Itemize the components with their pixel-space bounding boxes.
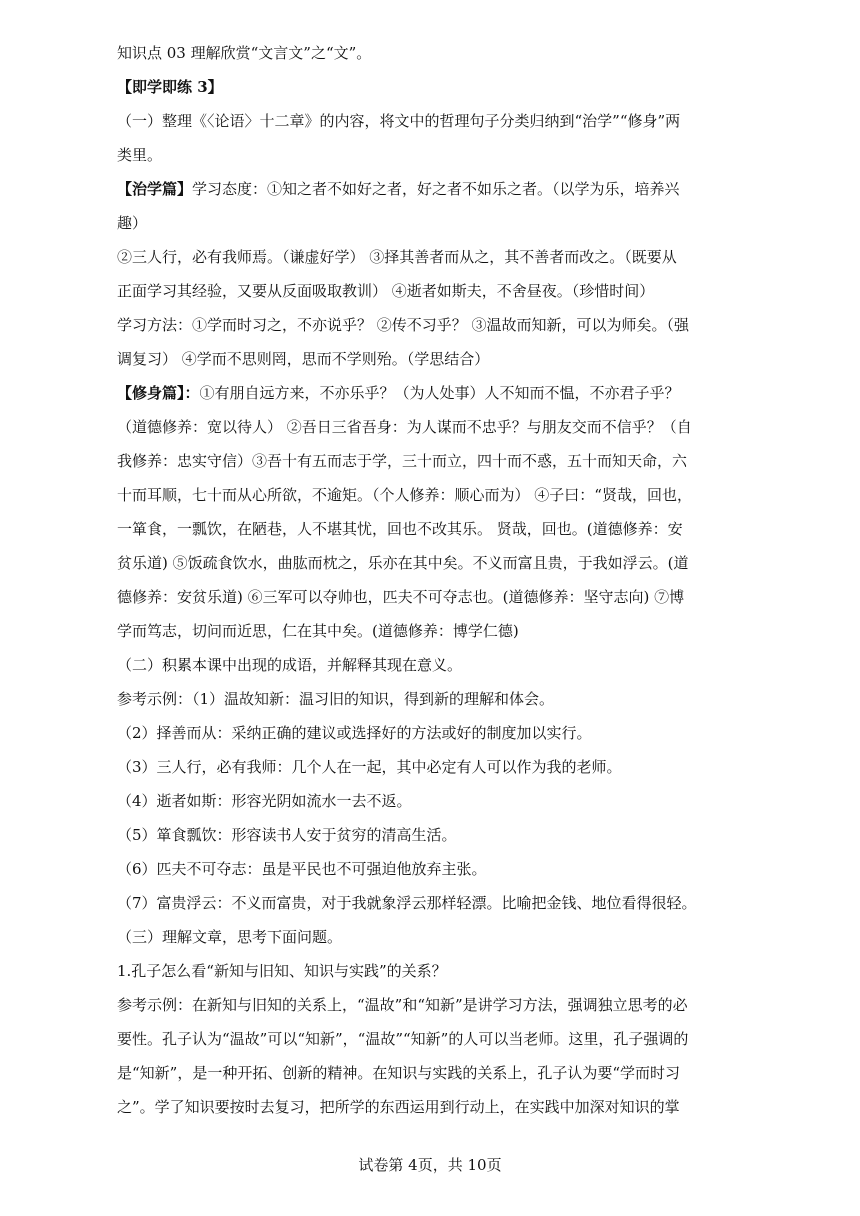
text-line [117, 818, 727, 852]
text-run: （2）择善而从：采纳正确的建议或选择好的方法或好的制度加以实行。 [117, 724, 592, 742]
text-run: （4）逝者如斯：形容光阴如流水一去不返。 [117, 792, 412, 810]
text-line [117, 750, 727, 784]
text-run: （二）积累本课中出现的成语，并解释其现在意义。 [117, 656, 463, 674]
text-run: 类里。 [117, 146, 163, 164]
text-line [117, 886, 727, 920]
text-run: （5）箪食瓢饮：形容读书人安于贫穷的清高生活。 [117, 826, 457, 844]
text-run: 学习态度：①知之者不如好之者，好之者不如乐之者。（以学为乐，培养兴 [192, 180, 680, 198]
text-line [117, 444, 727, 478]
text-line [117, 1022, 727, 1056]
text-line [117, 308, 727, 342]
text-line [117, 682, 727, 716]
section-heading: 【治学篇】 [117, 180, 193, 198]
section-heading: 【修身篇】： [117, 384, 200, 402]
text-run: 是“知新”，是一种开拓、创新的精神。在知识与实践的关系上，孔子认为要“学而时习 [117, 1064, 681, 1082]
text-line [117, 784, 727, 818]
text-line [117, 1090, 727, 1124]
page-footer: 试卷第 4页，共 10页 [358, 1156, 502, 1174]
text-line [117, 648, 727, 682]
text-run: 贫乐道) ⑤饭疏食饮水，曲肱而枕之，乐亦在其中矣。不义而富且贵，于我如浮云。(道 [117, 554, 689, 572]
text-line [117, 716, 727, 750]
text-run: 正面学习其经验，又要从反面吸取教训） ④逝者如斯夫，不舍昼夜。（珍惜时间） [117, 282, 655, 300]
text-run: 要性。孔子认为“温故”可以“知新”，“温故”“知新”的人可以当老师。这里，孔子强调的 [117, 1030, 689, 1048]
text-run: 调复习） ④学而不思则罔，思而不学则殆。（学思结合） [117, 350, 490, 368]
text-line [117, 138, 727, 172]
text-run: 趣） [117, 214, 148, 232]
text-run: 学而笃志，切问而近思，仁在其中矣。(道德修养：博学仁德) [117, 622, 519, 640]
text-line [117, 104, 727, 138]
text-run: 学习方法：①学而时习之，不亦说乎？ ②传不习乎？ ③温故而知新，可以为师矣。（强 [117, 316, 690, 334]
text-run: 之”。学了知识要按时去复习，把所学的东西运用到行动上，在实践中加深对知识的掌 [117, 1098, 680, 1116]
text-line [117, 70, 727, 104]
text-run: 一箪食，一瓢饮，在陋巷，人不堪其忧，回也不改其乐。 贤哉，回也。(道德修养：安 [117, 520, 683, 538]
text-run: （6）匹夫不可夺志：虽是平民也不可强迫他放弃主张。 [117, 860, 487, 878]
text-run: 参考示例：（1）温故知新：温习旧的知识，得到新的理解和体会。 [117, 690, 555, 708]
text-run: （7）富贵浮云：不义而富贵，对于我就象浮云那样轻漂。比喻把金钱、地位看得很轻。 [117, 894, 697, 912]
text-line [117, 36, 727, 70]
text-line [117, 852, 727, 886]
text-line [117, 546, 727, 580]
text-line [117, 920, 727, 954]
text-line [117, 172, 727, 206]
text-line [117, 206, 727, 240]
text-line [117, 988, 727, 1022]
text-line [117, 512, 727, 546]
text-run: （三）理解文章，思考下面问题。 [117, 928, 343, 946]
document-body [117, 36, 727, 1124]
text-line [117, 410, 727, 444]
text-line [117, 614, 727, 648]
text-line [117, 274, 727, 308]
text-line [117, 478, 727, 512]
text-run: 我修养：忠实守信）③吾十有五而志于学，三十而立，四十而不惑，五十而知天命，六 [117, 452, 688, 470]
text-run: 参考示例：在新知与旧知的关系上，“温故”和“知新”是讲学习方法，强调独立思考的必 [117, 996, 688, 1014]
text-run: 德修养：安贫乐道) ⑥三军可以夺帅也，匹夫不可夺志也。(道德修养：坚守志向) ⑦博 [117, 588, 685, 606]
text-run: ②三人行，必有我师焉。（谦虚好学） ③择其善者而从之，其不善者而改之。（既要从 [117, 248, 677, 266]
section-heading: 【即学即练 3】 [117, 78, 223, 96]
text-run: （道德修养：宽以待人） ②吾日三省吾身：为人谋而不忠乎？与朋友交而不信乎？（自 [117, 418, 692, 436]
text-line [117, 580, 727, 614]
text-line [117, 1056, 727, 1090]
text-run: （一）整理《〈论语〉十二章》的内容，将文中的哲理句子分类归纳到“治学”“修身”两 [117, 112, 681, 130]
text-run: 知识点 03 理解欣赏“文言文”之“文”。 [117, 44, 372, 62]
text-run: 1.孔子怎么看“新知与旧知、知识与实践”的关系？ [117, 962, 447, 980]
text-line [117, 342, 727, 376]
text-line [117, 954, 727, 988]
text-run: （3）三人行，必有我师：几个人在一起，其中必定有人可以作为我的老师。 [117, 758, 622, 776]
text-run: 十而耳顺，七十而从心所欲，不逾矩。（个人修养：顺心而为） ④子曰：“贤哉，回也， [117, 486, 692, 504]
text-line [117, 240, 727, 274]
text-line [117, 376, 727, 410]
text-run: ①有朋自远方来，不亦乐乎？（为人处事）人不知而不愠，不亦君子乎？ [199, 384, 680, 402]
